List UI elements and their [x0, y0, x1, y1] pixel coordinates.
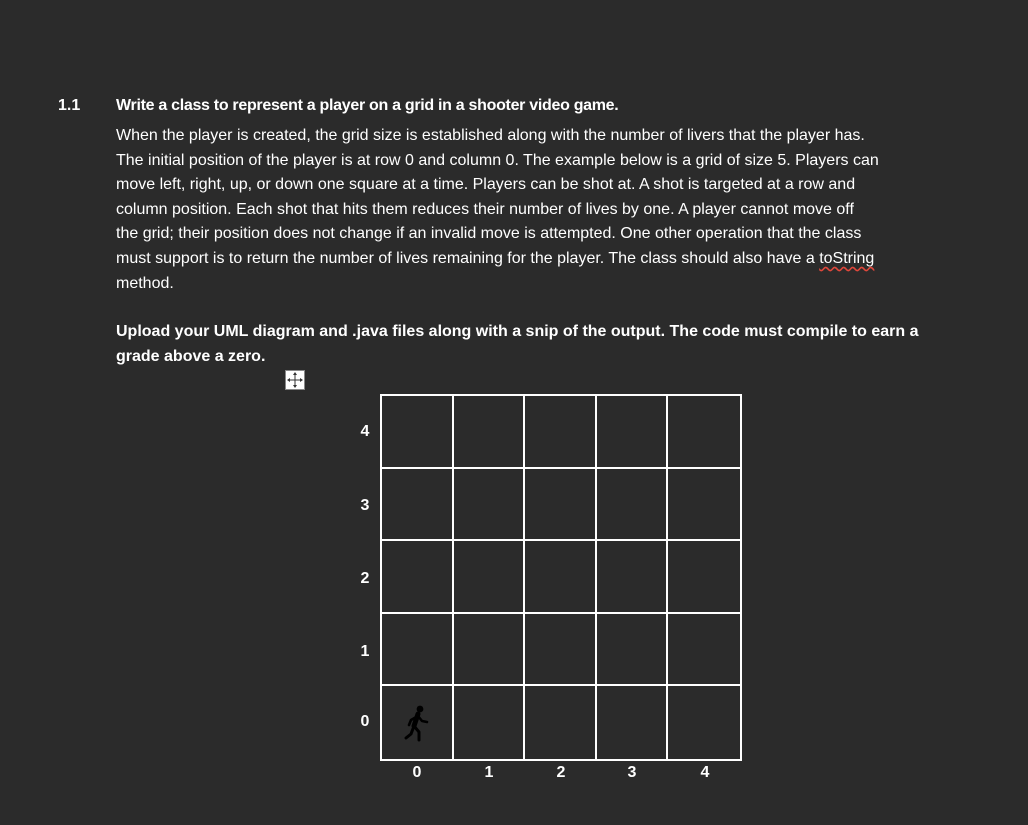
- description-paragraph: [116, 124, 996, 296]
- grid-cell: [668, 614, 740, 687]
- spellcheck-flagged-word[interactable]: toString: [819, 249, 875, 267]
- row-label-0: 0: [360, 713, 370, 730]
- grid-cell: [382, 541, 454, 614]
- col-label-0: 0: [412, 764, 422, 781]
- walking-person-icon: [402, 704, 432, 744]
- grid-cell: [597, 396, 669, 469]
- grid-cell: [668, 396, 740, 469]
- grid-cell: [525, 541, 597, 614]
- upload-line: Upload your UML diagram and .java files along with a snip of the output. The code must compile to earn a: [116, 323, 919, 340]
- section-number: 1.1: [58, 97, 81, 114]
- grid-cell: [668, 686, 740, 759]
- game-grid: [380, 394, 742, 761]
- col-label-2: 2: [556, 764, 566, 781]
- upload-instructions: [116, 320, 996, 369]
- grid-cell: [597, 614, 669, 687]
- grid-cell: [454, 614, 526, 687]
- description-line: column position. Each shot that hits them reduces their number of lives by one. A player cannot move off: [116, 200, 854, 218]
- row-label-4: 4: [360, 423, 370, 440]
- grid-cell: [525, 686, 597, 759]
- grid-cell: [597, 686, 669, 759]
- grid-cell: [525, 614, 597, 687]
- grid-cell: [525, 396, 597, 469]
- grid-cell: [597, 541, 669, 614]
- move-arrows-icon: [287, 372, 303, 388]
- grid-cell: [525, 469, 597, 542]
- section-heading: Write a class to represent a player on a grid in a shooter video game.: [116, 97, 619, 114]
- col-label-3: 3: [627, 764, 637, 781]
- grid-cell: [668, 469, 740, 542]
- col-label-4: 4: [700, 764, 710, 781]
- grid-cell: [454, 469, 526, 542]
- row-label-3: 3: [360, 497, 370, 514]
- description-line: the grid; their position does not change if an invalid move is attempted. One other operation that the class: [116, 225, 862, 243]
- description-line: move left, right, up, or down one square at a time. Players can be shot at. A shot is targeted at a row and: [116, 176, 856, 194]
- grid-cell: [382, 614, 454, 687]
- description-line-text: must support is to return the number of lives remaining for the player. The class should also have a: [116, 249, 820, 267]
- grid-cell: [382, 469, 454, 542]
- grid-cell: [597, 469, 669, 542]
- grid-cell: [454, 396, 526, 469]
- grid-cell: [382, 396, 454, 469]
- row-label-1: 1: [360, 643, 370, 660]
- row-label-2: 2: [360, 570, 370, 587]
- description-line: The initial position of the player is at row 0 and column 0. The example below is a grid of size 5. Players can: [116, 151, 879, 169]
- description-line: method.: [116, 274, 174, 292]
- move-handle-icon[interactable]: [285, 370, 305, 390]
- description-line: When the player is created, the grid size is established along with the number of livers that the player has.: [116, 127, 865, 144]
- grid-cell: [668, 541, 740, 614]
- col-label-1: 1: [484, 764, 494, 781]
- grid-cell: [454, 541, 526, 614]
- upload-line: grade above a zero.: [116, 347, 266, 365]
- grid-cell: [454, 686, 526, 759]
- description-line-with-flag: [116, 247, 996, 272]
